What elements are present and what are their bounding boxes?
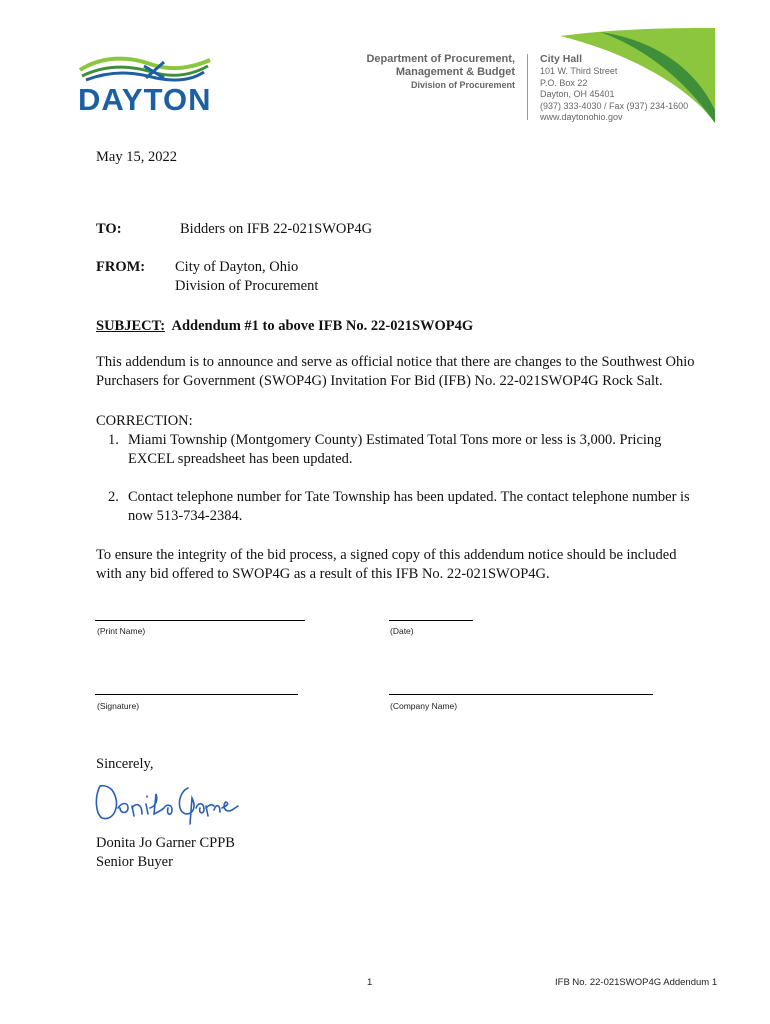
city-hall-address-line: P.O. Box 22 [540,77,588,88]
handwritten-signature [92,778,242,828]
letterhead-divider [527,54,528,120]
print-name-line[interactable] [95,620,305,621]
item-1-number: 1. [108,432,119,448]
city-hall-address-line: Dayton, OH 45401 [540,89,615,99]
subject-label: SUBJECT: [96,318,166,334]
company-name-label: (Company Name) [390,701,458,711]
item-2-line-1: Contact telephone number for Tate Township has been updated. The contact telephone number is [128,489,690,505]
to-label: TO: [96,221,122,237]
city-hall-phone: (937) 333-4030 / Fax (937) 234-1600 [540,100,689,111]
memo-date: May 15, 2022 [96,149,177,165]
item-2-number: 2. [108,489,119,505]
to-value: Bidders on IFB 22-021SWOP4G [180,221,373,237]
department-line-2: Management & Budget [395,66,515,78]
from-line-1: City of Dayton, Ohio [175,259,299,275]
document-id: IFB No. 22-021SWOP4G Addendum 1 [555,977,718,988]
subject-line [96,317,473,336]
logo-text: DAYTON [78,82,212,117]
department-line-1: Department of Procurement, [366,53,515,65]
company-name-line[interactable] [389,694,653,695]
city-hall-title: City Hall [540,53,583,65]
sincerely: Sincerely, [96,756,154,772]
date-line[interactable] [389,620,473,621]
department-block [335,53,515,92]
signature-label: (Signature) [97,701,140,711]
subject-text: Addendum #1 to above IFB No. 22-021SWOP4G [171,318,474,334]
department-line-3: Division of Procurement [410,80,515,90]
city-hall-website: www.daytonohio.gov [540,112,623,122]
from-line-2: Division of Procurement [175,278,319,294]
intro-line-1: This addendum is to announce and serve as official notice that there are changes to the Southwest Ohio [96,354,695,370]
signer-title: Senior Buyer [96,854,173,870]
signer-name: Donita Jo Garner CPPB [96,835,235,851]
from-label: FROM: [96,259,146,275]
intro-line-2: Purchasers for Government (SWOP4G) Invitation For Bid (IFB) No. 22-021SWOP4G Rock Salt. [96,373,663,389]
city-hall-address-line: 101 W. Third Street [540,66,618,76]
item-2-line-2: now 513-734-2384. [128,508,243,524]
page-number: 1 [367,977,373,988]
item-1-line-2: EXCEL spreadsheet has been updated. [128,451,353,467]
city-hall-block [540,53,710,124]
integrity-line-1: To ensure the integrity of the bid process, a signed copy of this addendum notice should be included [96,547,677,563]
item-1-line-1: Miami Township (Montgomery County) Estimated Total Tons more or less is 3,000. Pricing [128,432,662,448]
print-name-label: (Print Name) [97,626,146,636]
signature-line[interactable] [95,694,298,695]
correction-label: CORRECTION: [96,413,193,429]
dayton-logo [72,48,222,118]
date-label: (Date) [390,626,414,636]
integrity-line-2: with any bid offered to SWOP4G as a result of this IFB No. 22-021SWOP4G. [96,566,550,582]
